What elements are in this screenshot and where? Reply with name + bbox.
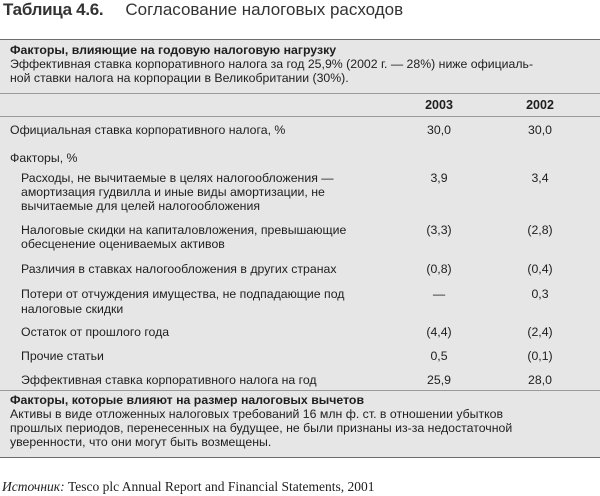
value-2002: 30,0 — [528, 123, 552, 137]
section1-line-2: ной ставки налога на корпорации в Великобритании (30%). — [10, 71, 349, 85]
row-prior-year: Остаток от прошлого года — [21, 325, 170, 339]
value-2002: (0,1) — [527, 349, 553, 363]
value-2002: (0,4) — [527, 262, 553, 276]
row-capital-allowances-line-2: обесценение оцениваемых активов — [21, 237, 225, 251]
row-disposal-losses-line-1: Потери от отчуждения имущества, не подпадающие под — [21, 287, 345, 301]
row-disposal-losses-line-2: налоговые скидки — [21, 302, 124, 316]
row-official-rate: Официальная ставка корпоративного налога, % — [10, 123, 286, 137]
row-factors: Факторы, % — [10, 151, 78, 165]
value-2002: 3,4 — [531, 171, 549, 185]
row-effective-rate: Эффективная ставка корпоративного налога на год — [21, 373, 317, 387]
section1-line-1: Эффективная ставка корпоративного налога за год 25,9% (2002 г. — 28%) ниже официаль- — [10, 57, 534, 71]
table-number: Таблица 4.6. — [3, 0, 104, 19]
value-2003: 25,9 — [427, 373, 451, 387]
row-capital-allowances-line-1: Налоговые скидки на капиталовложения, превышающие — [21, 223, 347, 237]
header-rule — [0, 93, 600, 94]
value-2003: 0,5 — [430, 349, 448, 363]
bottom-rule — [0, 457, 600, 458]
top-rule — [0, 39, 600, 40]
source-note — [2, 479, 374, 495]
section2-rule — [0, 390, 600, 391]
value-2003: (4,4) — [426, 325, 452, 339]
table-title — [3, 0, 403, 26]
row-nondeductible-line-3: вычитаемые для целей налогообложения — [21, 199, 260, 213]
section1-heading: Факторы, влияющие на годовую налоговую нагрузку — [10, 43, 337, 57]
source-text: Tesco plc Annual Report and Financial Statements, 2001 — [67, 479, 375, 494]
column-2002: 2002 — [526, 98, 554, 112]
value-2003: 3,9 — [430, 171, 448, 185]
row-nondeductible-line-1: Расходы, не вычитаемые в целях налогообложения — — [21, 171, 334, 185]
column-2003: 2003 — [425, 98, 453, 112]
table-caption: Согласование налоговых расходов — [125, 0, 404, 19]
value-2002: 0,3 — [531, 287, 549, 301]
section2-line-3: уверенности, что они могут быть возмещены. — [10, 435, 272, 449]
section2-heading: Факторы, которые влияют на размер налоговых вычетов — [10, 393, 364, 407]
value-2003: (3,3) — [426, 223, 452, 237]
value-2002: (2,8) — [527, 223, 553, 237]
section2-line-1: Активы в виде отложенных налоговых требований 16 млн ф. ст. в отношении убытков — [10, 407, 504, 421]
row-foreign-rates: Различия в ставках налогообложения в других странах — [21, 262, 337, 276]
source-label: Источник: — [2, 479, 65, 494]
value-2002: (2,4) — [527, 325, 553, 339]
value-2002: 28,0 — [528, 373, 552, 387]
value-2003: (0,8) — [426, 262, 452, 276]
section2-line-2: прошлых периодов, перенесенных на будущее, не были признаны из-за недостаточной — [10, 421, 513, 435]
column-header-rule — [0, 116, 600, 117]
tax-table — [0, 39, 600, 458]
row-nondeductible-line-2: амортизация гудвилла и иные виды амортизации, не — [21, 185, 325, 199]
row-other: Прочие статьи — [21, 349, 104, 363]
value-2003: — — [432, 287, 446, 301]
value-2003: 30,0 — [427, 123, 451, 137]
